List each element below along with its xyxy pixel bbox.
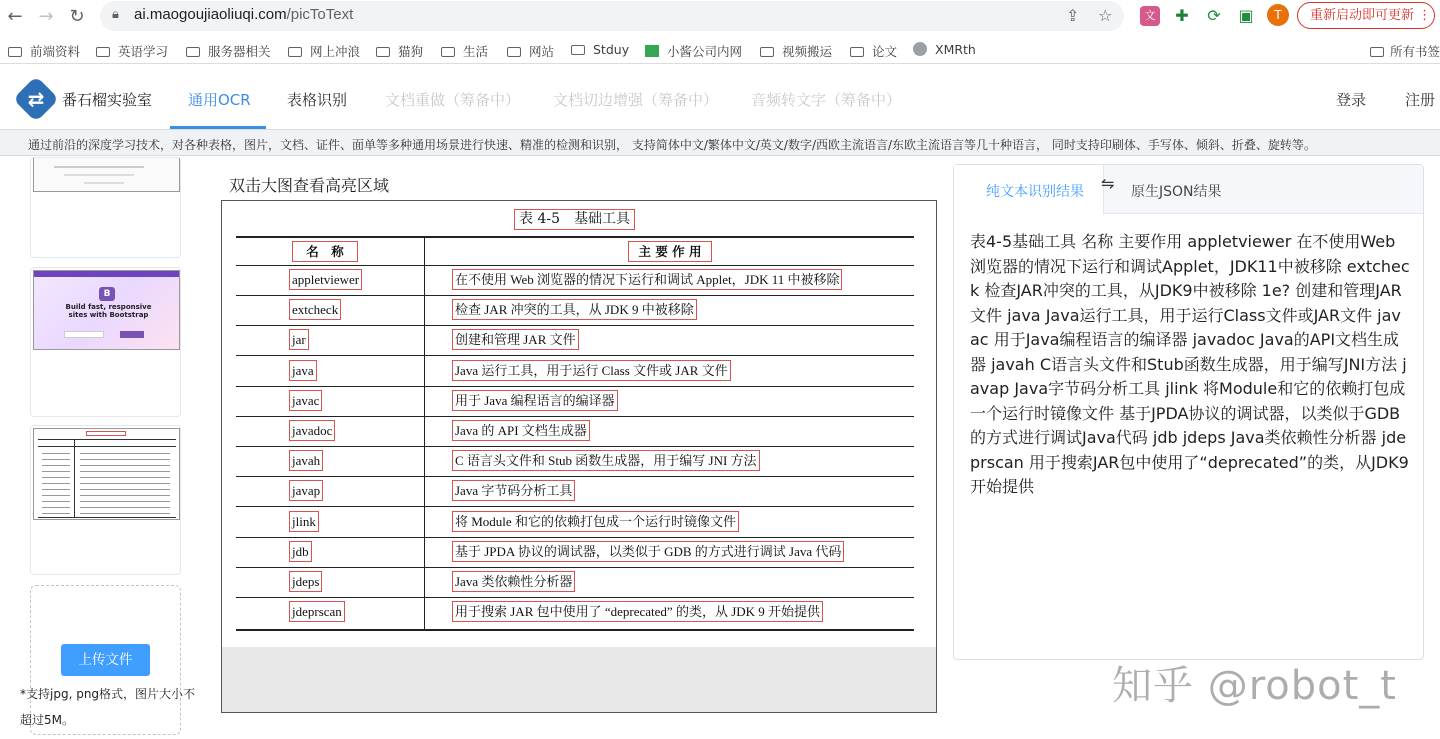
bookmark-folder[interactable]: 论文 [850,42,897,60]
reload-icon[interactable]: ↻ [69,6,85,27]
all-bookmarks[interactable]: 所有书签 [1370,42,1440,60]
login-link[interactable]: 登录 [1336,91,1367,109]
table-top-rule [236,236,914,238]
translate-extension-icon[interactable]: 文 [1140,6,1160,26]
bookmark-folder[interactable]: 视频搬运 [760,42,832,60]
sidepanel-icon[interactable]: ▣ [1236,6,1256,26]
forward-icon[interactable]: → [38,6,54,27]
share-icon[interactable]: ⇪ [1066,6,1080,25]
thumbnail-image [33,428,180,520]
tab-plain-text-label: 纯文本识别结果 [986,184,1084,200]
table-bottom-rule [236,629,914,631]
nav-general-ocr[interactable]: 通用OCR [188,91,251,109]
bookmark-folder[interactable]: 网站 [507,42,554,60]
bookmark-star-icon[interactable]: ☆ [1098,6,1113,25]
table-row-rule [236,537,914,538]
folder-icon [8,47,22,57]
table-cell-name: jlink [289,511,319,532]
folder-icon [571,45,585,55]
sync-extension-icon[interactable]: ⟳ [1204,6,1224,26]
profile-avatar[interactable]: T [1267,4,1289,26]
swap-icon: ⇋ [1101,174,1115,193]
more-icon: ⋮ [1418,8,1432,23]
bookmark-link[interactable]: 小酱公司内网 [645,42,742,60]
table-header-function: 主 要 作 用 [628,241,712,262]
table-cell-name: javap [289,480,323,501]
table-cell-function: 基于 JPDA 协议的调试器，以类似于 GDB 的方式进行调试 Java 代码 [452,541,844,562]
table-cell-name: extcheck [289,299,341,320]
nav-audio-to-text[interactable]: 音频转文字（筹备中） [751,91,902,109]
bookmarks-bar [0,36,1440,64]
folder-icon [376,47,390,57]
nav-doc-edge[interactable]: 文档切边增强（筹备中） [553,91,719,109]
table-cell-name: javadoc [289,420,335,441]
register-link[interactable]: 注册 [1405,91,1436,109]
result-tabs [954,165,1423,214]
address-bar[interactable] [100,1,1124,31]
thumbnail-image: B Build fast, responsive sites with Bootstrap [33,270,180,350]
upload-hint: *支持jpg, png格式，图片大小不超过5M。 [20,687,196,727]
bookmark-folder[interactable]: Stduy [571,42,629,57]
bookmark-folder[interactable]: 生活 [441,42,488,60]
table-cell-name: java [289,360,317,381]
table-row-rule [236,355,914,356]
site-title[interactable]: 番石榴实验室 [62,91,153,109]
watermark: 知乎 @robot_t [1112,663,1397,709]
table-header-name: 名 称 [292,241,358,262]
table-cell-name: javac [289,390,322,411]
table-row-rule [236,567,914,568]
ocr-result-text: 表4-5基础工具 名称 主要作用 appletviewer 在不使用Web浏览器的情况下运行和调试Applet，JDK11中被移除 extcheck 检查JAR冲突的工具，从JDK9中被移除 1e? 创建和管理JAR文件 java Java运行工具，用于运行Class文件或JAR文件 javac 用于Java编程语言的编译器 javadoc Java的API文档生成器 javah C语言头文件和Stub函数生成器，用于编写JNI方法 javap Java字节码分析工具 jlink 将Module和它的依赖打包成一个运行时镜像文件 基于JPDA协议的调试器，以类似于GDB的方式进行调试Java代码 jdb jdeps Java类依赖性分析器 jdeprscan 用于搜索JAR包中使用了“deprecated”的类，从JDK9开始提供 [970,232,1410,496]
thumbnail-card[interactable] [30,425,181,575]
table-cell-function: 用于搜索 JAR 包中使用了 “deprecated” 的类，从 JDK 9 开始提供 [452,601,823,622]
table-cell-function: 检查 JAR 冲突的工具，从 JDK 9 中被移除 [452,299,697,320]
thumbnail-image [33,158,180,192]
bookmark-folder[interactable]: 网上冲浪 [288,42,360,60]
restart-update-button[interactable]: 重新启动即可更新 ⋮ [1297,2,1435,29]
thumbnail-caption: Build fast, responsive sites with Bootstrap [65,303,152,319]
folder-icon [507,47,521,57]
folder-icon [1370,47,1384,57]
back-icon[interactable]: ← [7,6,23,27]
monitor-icon [645,45,659,57]
site-header [0,67,1440,129]
thumbnail-card[interactable] [30,157,181,258]
folder-icon [186,47,200,57]
table-cell-function: C 语言头文件和 Stub 函数生成器，用于编写 JNI 方法 [452,450,760,471]
globe-icon [913,42,927,56]
table-cell-name: jdeprscan [289,601,345,622]
table-cell-function: 将 Module 和它的依赖打包成一个运行时镜像文件 [452,511,739,532]
intro-text: 通过前沿的深度学习技术，对各种表格，图片，文档、证件、面单等多种通用场景进行快速、精准的检测和识别， 支持简体中文/繁体中文/英文/数字/西欧主流语言/东欧主流语言等几十种语言， 同时支持印刷体、手写体、倾斜、折叠、旋转等。 [28,138,1316,152]
table-row-rule [236,476,914,477]
tab-json[interactable]: 原生JSON结果 [1131,184,1222,200]
nav-doc-redo[interactable]: 文档重做（筹备中） [385,91,521,109]
puzzle-extension-icon[interactable]: ✚ [1172,6,1192,26]
table-cell-name: jar [289,329,309,350]
folder-icon [441,47,455,57]
table-row-rule [236,597,914,598]
intro-banner [0,129,1440,156]
table-row-rule [236,446,914,447]
table-cell-function: Java 的 API 文档生成器 [452,420,590,441]
bookmark-folder[interactable]: 服务器相关 [186,42,271,60]
nav-table-recognition[interactable]: 表格识别 [287,91,348,109]
preview-title: 双击大图查看高亮区域 [229,176,390,195]
table-cell-function: 在不使用 Web 浏览器的情况下运行和调试 Applet，JDK 11 中被移除 [452,269,842,290]
site-info-icon[interactable]: 🔒︎ [112,7,119,22]
table-cell-function: Java 类依赖性分析器 [452,571,575,592]
table-row-rule [236,416,914,417]
tab-plain-text[interactable] [954,165,1104,215]
bookmark-folder[interactable]: 前端资料 [8,42,80,60]
table-cell-name: jdb [289,541,312,562]
folder-icon [850,47,864,57]
bookmark-folder[interactable]: 猫狗 [376,42,423,60]
bookmark-link[interactable]: XMRth [913,42,976,57]
table-cell-name: javah [289,450,323,471]
logo-icon[interactable]: ⇄ [27,87,45,111]
table-cell-name: jdeps [289,571,322,592]
bookmark-folder[interactable]: 英语学习 [96,42,168,60]
folder-icon [760,47,774,57]
table-caption: 表 4-5 基础工具 [514,209,635,230]
table-row-rule [236,506,914,507]
browser-toolbar [0,0,1440,34]
table-header-rule [236,265,914,266]
folder-icon [96,47,110,57]
thumbnail-card[interactable] [30,267,181,417]
document-preview[interactable] [221,200,937,713]
table-row-rule [236,295,914,296]
table-cell-name: appletviewer [289,269,362,290]
upload-button[interactable]: 上传文件 [61,644,150,676]
document-page [222,201,936,647]
folder-icon [288,47,302,57]
table-row-rule [236,386,914,387]
table-row-rule [236,325,914,326]
url-text: ai.maogoujiaoliuqi.com/picToText [134,6,354,23]
table-cell-function: 用于 Java 编程语言的编译器 [452,390,618,411]
table-cell-function: 创建和管理 JAR 文件 [452,329,579,350]
table-cell-function: Java 运行工具，用于运行 Class 文件或 JAR 文件 [452,360,731,381]
table-cell-function: Java 字节码分析工具 [452,480,575,501]
